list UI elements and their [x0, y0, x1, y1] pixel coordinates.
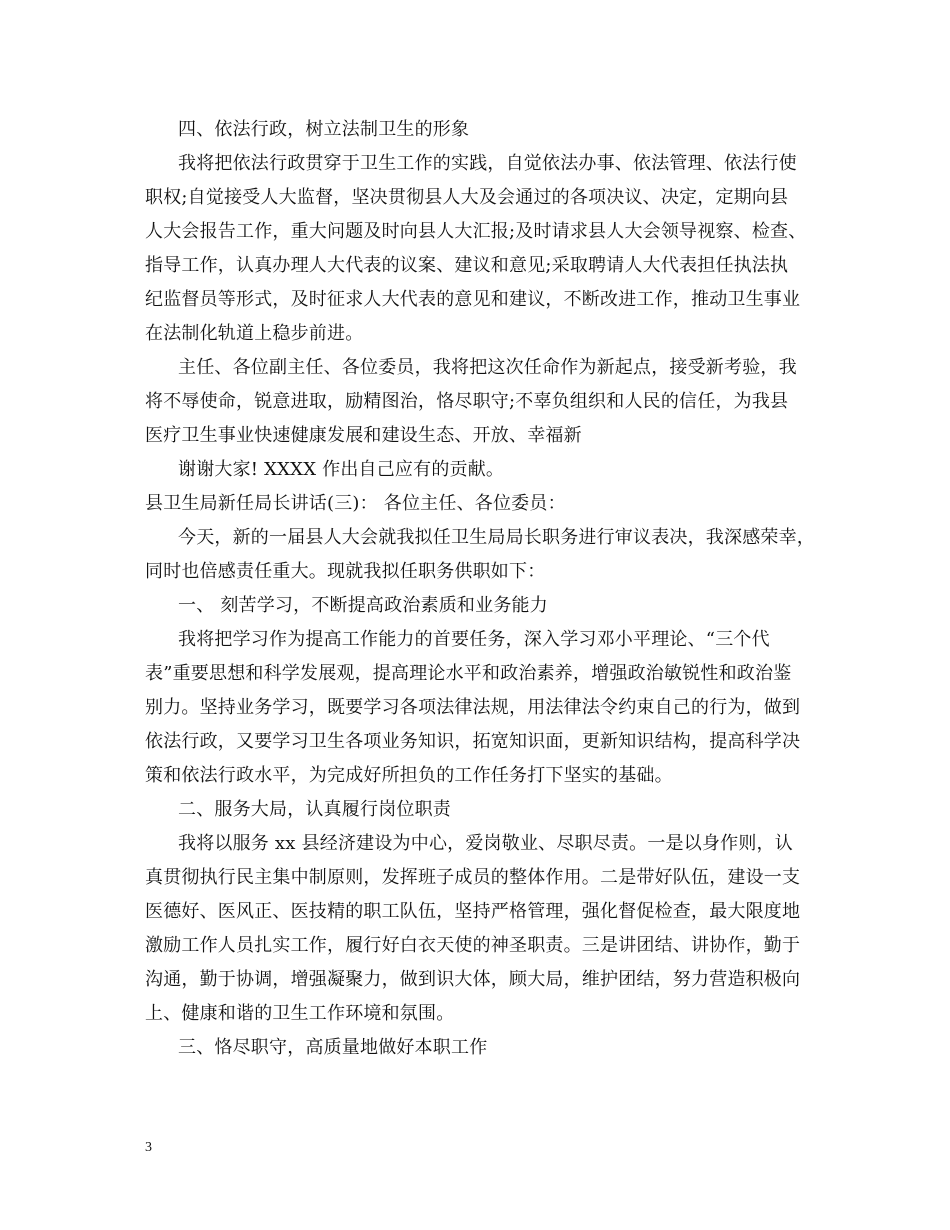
paragraph-line: 表”重要思想和科学发展观，提高理论水平和政治素养，增强政治敏锐性和政治鉴	[145, 663, 792, 684]
paragraph-line: 上、健康和谐的卫生工作环境和氛围。	[145, 1003, 455, 1024]
paragraph-line: 依法行政，又要学习卫生各项业务知识，拓宽知识面，更新知识结构，提高科学决	[145, 731, 801, 752]
section-heading: 一、 刻苦学习，不断提高政治素质和业务能力	[178, 595, 548, 616]
paragraph-line: 人大会报告工作，重大问题及时向县人大汇报;及时请求县人大会领导视察、检查、	[145, 221, 807, 242]
paragraph-line: 纪监督员等形式，及时征求人大代表的意见和建议，不断改进工作，推动卫生事业	[145, 289, 801, 310]
paragraph-line: 我将把依法行政贯穿于卫生工作的实践，自觉依法办事、依法管理、依法行使	[178, 153, 797, 174]
section-heading: 三、恪尽职守，高质量地做好本职工作	[178, 1037, 488, 1058]
paragraph-line: 指导工作，认真办理人大代表的议案、建议和意见;采取聘请人大代表担任执法执	[145, 255, 789, 276]
paragraph-line: 谢谢大家! XXXX 作出自己应有的贡献。	[178, 459, 505, 480]
paragraph-line: 同时也倍感责任重大。现就我拟任职务供职如下：	[145, 561, 546, 582]
paragraph-line: 沟通，勤于协调，增强凝聚力，做到识大体，顾大局，维护团结，努力营造积极向	[145, 969, 801, 990]
paragraph-line: 在法制化轨道上稳步前进。	[145, 323, 364, 344]
paragraph-line: 主任、各位副主任、各位委员，我将把这次任命作为新起点，接受新考验，我	[178, 357, 797, 378]
paragraph-line: 真贯彻执行民主集中制原则，发挥班子成员的整体作用。二是带好队伍，建设一支	[145, 867, 801, 888]
paragraph-line: 我将把学习作为提高工作能力的首要任务，深入学习邓小平理论、“三个代	[178, 629, 770, 650]
paragraph-line: 将不辱使命，锐意进取，励精图治，恪尽职守;不辜负组织和人民的信任，为我县	[145, 391, 789, 412]
paragraph-line: 激励工作人员扎实工作，履行好白衣天使的神圣职责。三是讲团结、讲协作，勤于	[145, 935, 801, 956]
paragraph-line: 我将以服务 xx 县经济建设为中心，爱岗敬业、尽职尽责。一是以身作则，认	[178, 833, 793, 854]
paragraph-line: 今天，新的一届县人大会就我拟任卫生局局长职务进行审议表决，我深感荣幸，	[178, 527, 815, 548]
paragraph-line: 职权;自觉接受人大监督，坚决贯彻县人大及会通过的各项决议、决定，定期向县	[145, 187, 789, 208]
paragraph-line: 医疗卫生事业快速健康发展和建设生态、开放、幸福新	[145, 425, 582, 446]
section-heading: 四、依法行政，树立法制卫生的形象	[178, 119, 470, 140]
section-heading: 二、服务大局，认真履行岗位职责	[178, 799, 451, 820]
paragraph-line: 别力。坚持业务学习，既要学习各项法律法规，用法律法令约束自己的行为，做到	[145, 697, 801, 718]
page-number: 3	[145, 1140, 152, 1155]
paragraph-line: 策和依法行政水平，为完成好所担负的工作任务打下坚实的基础。	[145, 765, 673, 786]
paragraph-line: 医德好、医风正、医技精的职工队伍，坚持严格管理，强化督促检查，最大限度地	[145, 901, 801, 922]
speech-title: 县卫生局新任局长讲话(三)： 各位主任、各位委员：	[145, 493, 566, 514]
